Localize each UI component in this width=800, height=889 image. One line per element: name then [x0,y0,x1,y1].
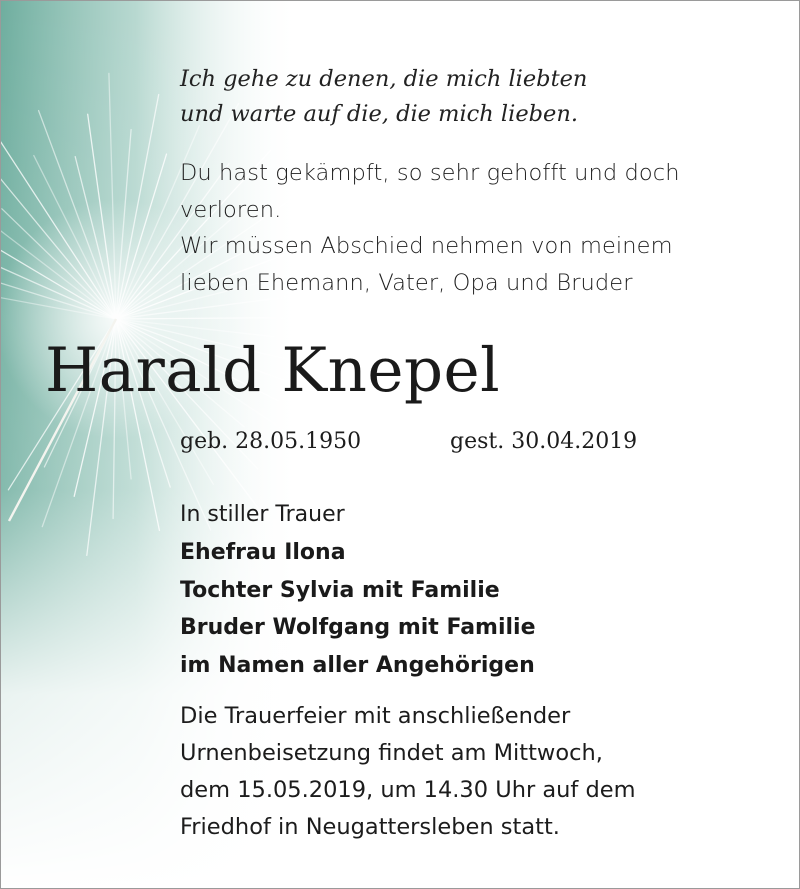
mourner-entry: Ehefrau Ilona [180,540,346,565]
mourner-entry: Tochter Sylvia mit Familie [180,577,500,603]
mourners-list [180,534,536,684]
verse-line: und warte auf die, die mich lieben. [180,101,578,127]
verse-line: Ich gehe zu denen, die mich liebten [180,66,588,92]
service-line: Die Trauerfeier mit anschließender [180,703,571,729]
birth-date: geb. 28.05.1950 [180,429,362,454]
verse [180,62,587,132]
service-line: Urnenbeisetzung findet am Mittwoch, [180,740,603,766]
mourning-label: In stiller Trauer [180,502,345,527]
deceased-name: Harald Knepel [45,335,501,406]
service-line: Friedhof in Neugattersleben statt. [180,814,560,840]
intro-line: lieben Ehemann, Vater, Opa und Bruder [180,269,633,296]
intro-line: verloren. [180,196,282,223]
service-line: dem 15.05.2019, um 14.30 Uhr auf dem [180,777,636,803]
intro-line: Wir müssen Abschied nehmen von meinem [180,233,673,259]
funeral-service-info [180,698,636,846]
death-date: gest. 30.04.2019 [450,429,638,454]
mourner-entry: Bruder Wolfgang mit Familie [180,615,536,640]
mourner-entry: im Namen aller Angehörigen [180,652,535,678]
intro-text [180,155,680,301]
intro-line: Du hast gekämpft, so sehr gehofft und doch [180,160,680,186]
